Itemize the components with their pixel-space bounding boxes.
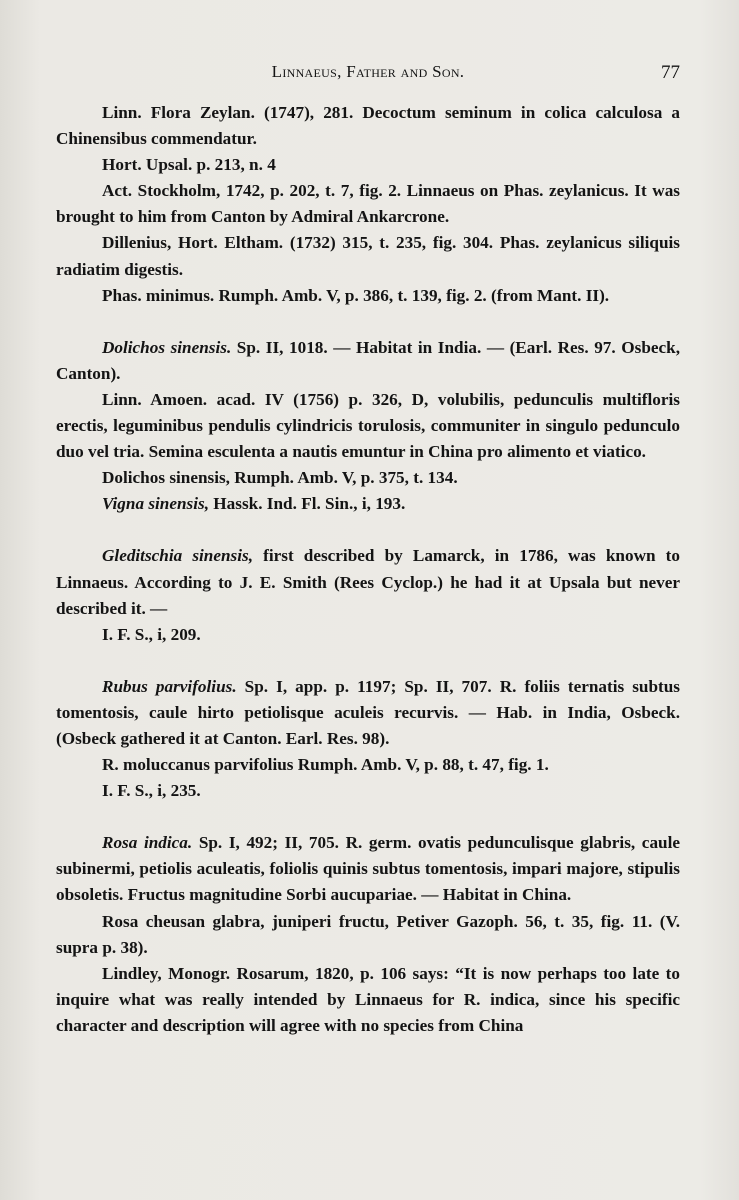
paragraph [56, 230, 680, 282]
paragraph [56, 778, 680, 804]
paragraph-text: Dillenius, Hort. Eltham. (1732) 315, t. 235, fig. 304. Phas. zeylanicus siliquis radiatim digestis. [56, 233, 680, 279]
section-gap [56, 309, 680, 335]
paragraph-text: Sp. I, app. p. 1197; Sp. II, 707. R. foliis ternatis subtus tomentosis, caule hirto petiolisque aculeis recurvis. — Hab. in India, Osbeck. (Osbeck gathered it at Canton. Earl. Res. 98). [56, 676, 680, 748]
paragraph-text: Sp. II, 1018. — Habitat in India. — (Earl. Res. 97. Osbeck, Canton). [56, 337, 680, 383]
section-gap [56, 648, 680, 674]
section-gap [56, 517, 680, 543]
paragraph-text: Dolichos sinensis, Rumph. Amb. V, p. 375, t. 134. [102, 468, 458, 488]
paragraph-text: I. F. S., i, 235. [102, 781, 201, 801]
taxon-name: Vigna sinensis, [102, 494, 209, 514]
paragraph-text: Rosa cheusan glabra, juniperi fructu, Petiver Gazoph. 56, t. 35, fig. 11. (V. supra p. 38). [56, 911, 680, 957]
paragraph [56, 752, 680, 778]
page-body [56, 100, 680, 1039]
paragraph-text: Sp. I, 492; II, 705. R. germ. ovatis pedunculisque glabris, caule subinermi, petiolis aculeatis, foliolis quinis subtus tomentosis, impari majore, stipulis obsoletis. Fructus magnitudine Sorbi aucupariae. — Habitat in China. [56, 833, 680, 905]
paragraph-text: I. F. S., i, 209. [102, 624, 201, 644]
paragraph [56, 622, 680, 648]
paragraph-text: first described by Lamarck, in 1786, was known to Linnaeus. According to J. E. Smith (Rees Cyclop.) he had it at Upsala but never described it. — [56, 546, 680, 618]
paragraph-text: Hassk. Ind. Fl. Sin., i, 193. [209, 494, 406, 514]
section-gap [56, 804, 680, 830]
paragraph-text: Linn. Flora Zeylan. (1747), 281. Decoctum seminum in colica calculosa a Chinensibus commendatur. [56, 103, 680, 149]
taxon-name: Rubus parvifolius. [102, 676, 237, 696]
paragraph [56, 961, 680, 1039]
paragraph [56, 100, 680, 152]
taxon-name: Gleditschia sinensis, [102, 546, 253, 566]
paragraph [56, 387, 680, 465]
paragraph-text: Linn. Amoen. acad. IV (1756) p. 326, D, volubilis, pedunculis multifloris erectis, leguminibus pendulis cylindricis torulosis, communiter in singulo pedunculo duo vel tria. Semina esculenta a nautis emuntur in China pro alimento et viatico. [56, 389, 680, 462]
paragraph [56, 674, 680, 752]
paragraph [56, 152, 680, 178]
paragraph [56, 543, 680, 621]
paragraph [56, 909, 680, 961]
paragraph-text: Act. Stockholm, 1742, p. 202, t. 7, fig. 2. Linnaeus on Phas. zeylanicus. It was brought to him from Canton by Admiral Ankarcrone. [56, 181, 680, 227]
paragraph [56, 465, 680, 491]
page-number: 77 [661, 62, 680, 83]
taxon-name: Rosa indica. [102, 833, 193, 853]
paragraph [56, 491, 680, 517]
paragraph-text: Hort. Upsal. p. 213, n. 4 [102, 155, 276, 175]
paragraph-text: Lindley, Monogr. Rosarum, 1820, p. 106 says: “It is now perhaps too late to inquire what was really intended by Linnaeus for R. indica, since his specific character and description will agree with no species from China [56, 963, 680, 1035]
paragraph [56, 335, 680, 387]
paragraph [56, 830, 680, 908]
paragraph [56, 178, 680, 230]
paragraph-text: R. moluccanus parvifolius Rumph. Amb. V, p. 88, t. 47, fig. 1. [102, 755, 549, 775]
paragraph [56, 283, 680, 309]
page-header [56, 62, 680, 90]
taxon-name: Dolichos sinensis. [102, 337, 232, 357]
paragraph-text: Phas. minimus. Rumph. Amb. V, p. 386, t. 139, fig. 2. (from Mant. II). [102, 285, 610, 305]
running-head: Linnaeus, Father and Son. [271, 62, 465, 81]
